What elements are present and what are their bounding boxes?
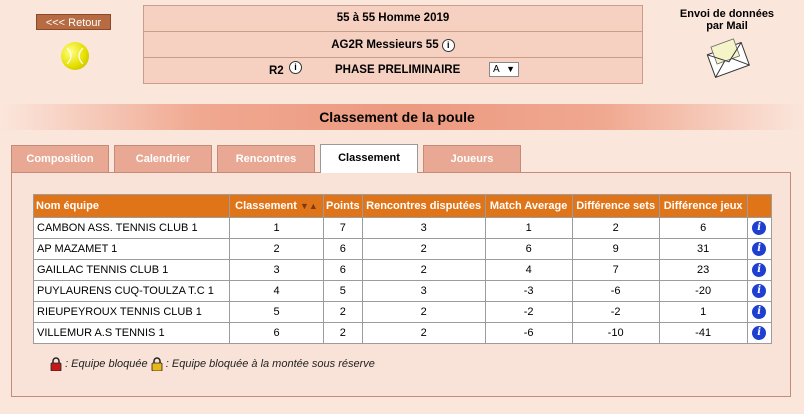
cell-points: 6	[324, 239, 363, 260]
cell-match-average: 6	[485, 239, 572, 260]
table-row	[34, 260, 772, 281]
back-button[interactable]: <<< Retour	[36, 14, 111, 30]
cell-info	[747, 260, 771, 281]
yellow-lock-icon	[151, 357, 163, 371]
cell-points: 7	[324, 218, 363, 239]
tab-classement[interactable]: Classement	[320, 144, 418, 173]
cell-matches-played: 3	[362, 281, 485, 302]
mail-label-line-1: Envoi de données	[679, 8, 775, 20]
cell-game-difference: 31	[659, 239, 747, 260]
cell-set-difference: 2	[572, 218, 659, 239]
table-row	[34, 281, 772, 302]
group-select-value: A	[493, 64, 500, 75]
cell-team-name: VILLEMUR A.S TENNIS 1	[34, 323, 230, 344]
red-lock-icon	[50, 357, 62, 371]
cell-team-name: AP MAZAMET 1	[34, 239, 230, 260]
legend-blocked: : Equipe bloquée	[65, 357, 148, 370]
cell-matches-played: 3	[362, 218, 485, 239]
competition-category: 55 à 55 Homme 2019	[336, 12, 450, 24]
mail-export-label	[668, 8, 786, 32]
competition-name: AG2R Messieurs 55	[331, 39, 439, 51]
cell-team-name: RIEUPEYROUX TENNIS CLUB 1	[34, 302, 230, 323]
cell-rank: 1	[230, 218, 324, 239]
cell-matches-played: 2	[362, 323, 485, 344]
col-header-team[interactable]: Nom équipe	[34, 195, 230, 218]
legend	[50, 357, 375, 371]
cell-game-difference: 23	[659, 260, 747, 281]
ranking-table	[33, 194, 772, 344]
competition-info-box	[143, 5, 643, 84]
col-header-points[interactable]: Points	[324, 195, 363, 218]
cell-match-average: 4	[485, 260, 572, 281]
cell-team-name: PUYLAURENS CUQ-TOULZA T.C 1	[34, 281, 230, 302]
group-select[interactable]	[489, 62, 519, 77]
sort-up-icon[interactable]: ▲	[308, 201, 318, 211]
cell-set-difference: -2	[572, 302, 659, 323]
team-info-icon[interactable]: i	[752, 242, 766, 256]
cell-set-difference: 7	[572, 260, 659, 281]
cell-rank: 3	[230, 260, 324, 281]
cell-info	[747, 281, 771, 302]
tab-rencontres[interactable]: Rencontres	[217, 145, 315, 172]
section-title: Classement de la poule	[319, 109, 475, 125]
col-header-set-diff[interactable]: Différence sets	[572, 195, 659, 218]
phase-label: PHASE PRELIMINAIRE	[335, 64, 461, 76]
cell-match-average: 1	[485, 218, 572, 239]
col-header-rank-label: Classement	[235, 200, 297, 212]
col-header-rank[interactable]	[230, 195, 324, 218]
cell-set-difference: -6	[572, 281, 659, 302]
team-info-icon[interactable]: i	[752, 326, 766, 340]
cell-points: 5	[324, 281, 363, 302]
cell-info	[747, 302, 771, 323]
dropdown-arrow-icon: ▼	[506, 64, 515, 74]
table-row	[34, 239, 772, 260]
tab-calendrier[interactable]: Calendrier	[114, 145, 212, 172]
table-row	[34, 302, 772, 323]
envelope-icon[interactable]	[706, 38, 750, 80]
cell-set-difference: -10	[572, 323, 659, 344]
mail-label-line-2: par Mail	[706, 20, 748, 32]
cell-points: 2	[324, 302, 363, 323]
table-row	[34, 323, 772, 344]
cell-rank: 2	[230, 239, 324, 260]
table-row	[34, 218, 772, 239]
cell-matches-played: 2	[362, 260, 485, 281]
team-info-icon[interactable]: i	[752, 284, 766, 298]
cell-match-average: -3	[485, 281, 572, 302]
sort-down-icon[interactable]: ▼	[299, 201, 309, 211]
cell-game-difference: -41	[659, 323, 747, 344]
cell-team-name: CAMBON ASS. TENNIS CLUB 1	[34, 218, 230, 239]
col-header-game-diff[interactable]: Différence jeux	[659, 195, 747, 218]
cell-match-average: -6	[485, 323, 572, 344]
cell-rank: 5	[230, 302, 324, 323]
info-icon[interactable]: i	[442, 39, 455, 52]
cell-points: 6	[324, 260, 363, 281]
team-info-icon[interactable]: i	[752, 263, 766, 277]
team-info-icon[interactable]: i	[752, 221, 766, 235]
cell-points: 2	[324, 323, 363, 344]
col-header-match-average[interactable]: Match Average	[485, 195, 572, 218]
cell-info	[747, 323, 771, 344]
cell-team-name: GAILLAC TENNIS CLUB 1	[34, 260, 230, 281]
legend-blocked-up: : Equipe bloquée à la montée sous réserve	[165, 357, 375, 370]
table-header-row	[34, 195, 772, 218]
level-info-icon[interactable]: i	[289, 61, 302, 74]
cell-game-difference: 6	[659, 218, 747, 239]
cell-matches-played: 2	[362, 302, 485, 323]
ball-seam	[64, 44, 86, 68]
tab-joueurs[interactable]: Joueurs	[423, 145, 521, 172]
level-label: R2	[269, 65, 284, 77]
cell-info	[747, 239, 771, 260]
cell-matches-played: 2	[362, 239, 485, 260]
cell-game-difference: 1	[659, 302, 747, 323]
cell-match-average: -2	[485, 302, 572, 323]
team-info-icon[interactable]: i	[752, 305, 766, 319]
cell-rank: 4	[230, 281, 324, 302]
cell-game-difference: -20	[659, 281, 747, 302]
tab-composition[interactable]: Composition	[11, 145, 109, 172]
competition-name-row	[144, 39, 642, 52]
col-header-matches[interactable]: Rencontres disputées	[362, 195, 485, 218]
cell-set-difference: 9	[572, 239, 659, 260]
cell-info	[747, 218, 771, 239]
col-header-info	[747, 195, 771, 218]
cell-rank: 6	[230, 323, 324, 344]
